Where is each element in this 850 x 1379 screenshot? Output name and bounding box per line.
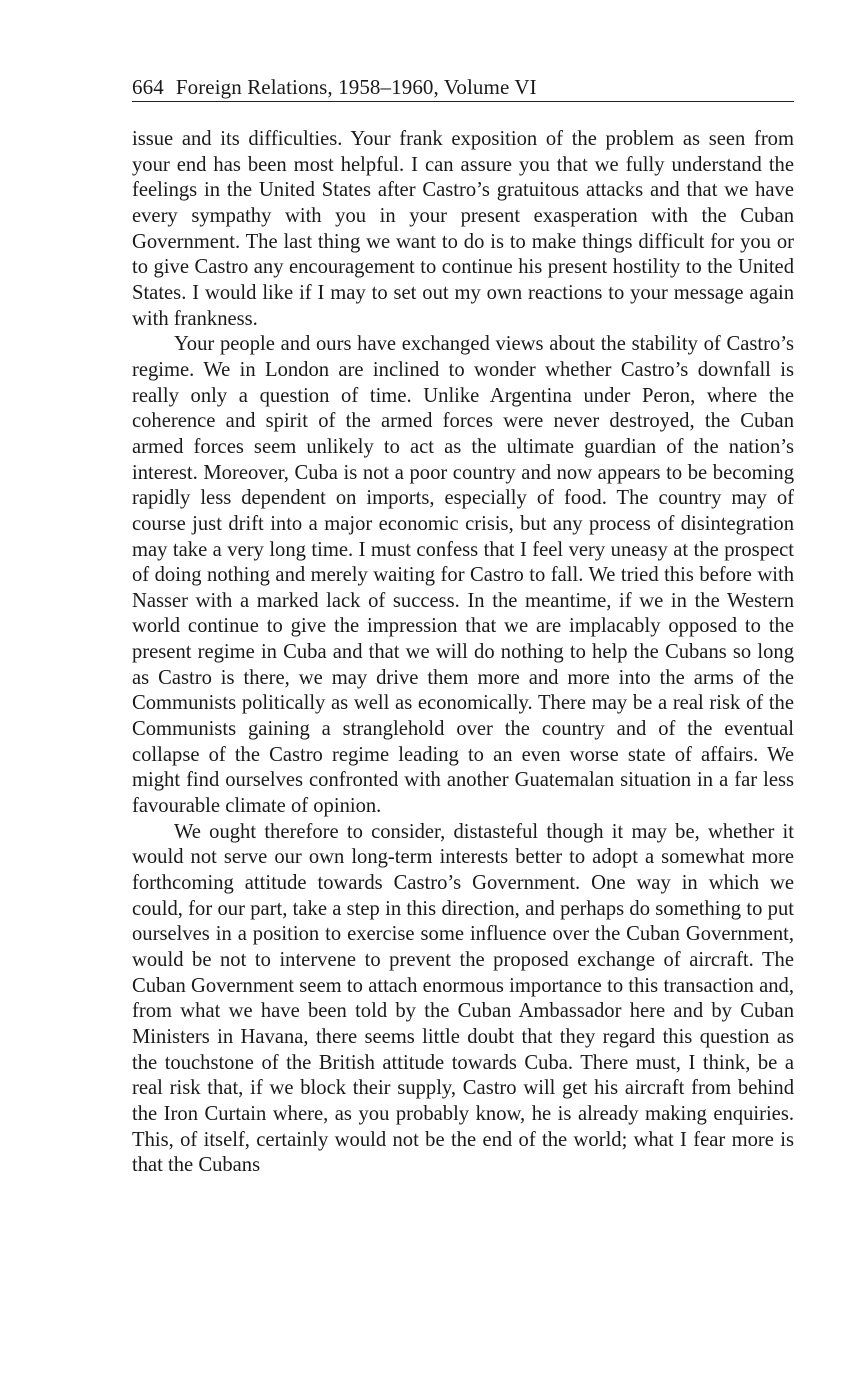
- running-header: [132, 74, 794, 102]
- publication-title: Foreign Relations, 1958–1960, Volume VI: [175, 75, 537, 99]
- paragraph-continued: issue and its difficulties. Your frank exposition of the problem as seen from your end has been most helpful. I can assure you that we fully understand the feelings in the United States after Castro’s gratuitous attacks and that we have every sympathy with you in your present exasperation with the Cuban Government. The last thing we want to do is to make things difficult for you or to give Castro any encouragement to continue his present hostility to the United States. I would like if I may to set out my own reactions to your message again with frankness.: [132, 128, 794, 330]
- letter-body: [132, 127, 794, 1179]
- paragraph-forthcoming-attitude: We ought therefore to consider, distasteful though it may be, whether it would not serve our own long-term interests better to adopt a somewhat more forthcoming attitude towards Castro’s Government. One way in which we could, for our part, take a step in this direction, and perhaps do something to put ourselves in a position to exercise some influence over the Cuban Government, would be not to intervene to prevent the proposed exchange of aircraft. The Cuban Government seem to attach enormous importance to this transaction and, from what we have been told by the Cuban Ambassador here and by Cuban Ministers in Havana, there seems little doubt that they regard this question as the touchstone of the British attitude towards Cuba. There must, I think, be a real risk that, if we block their supply, Castro will get his aircraft from behind the Iron Curtain where, as you probably know, he is already making enquiries. This, of itself, certainly would not be the end of the world; what I fear more is that the Cubans: [132, 820, 794, 1177]
- document-page: [132, 74, 794, 1179]
- page-number: 664: [132, 75, 164, 99]
- paragraph-castro-regime-stability: Your people and ours have exchanged views about the stability of Castro’s regime. We in London are inclined to wonder whether Castro’s downfall is really only a question of time. Unlike Argentina under Peron, where the coherence and spirit of the armed forces were never destroyed, the Cuban armed forces seem unlikely to act as the ultimate guardian of the nation’s interest. Moreover, Cuba is not a poor country and now appears to be becoming rapidly less dependent on imports, especially of food. The country may of course just drift into a major economic crisis, but any process of disintegration may take a very long time. I must confess that I feel very uneasy at the prospect of doing nothing and merely waiting for Castro to fall. We tried this before with Nasser with a marked lack of success. In the meantime, if we in the Western world continue to give the impression that we are implacably opposed to the present regime in Cuba and that we will do nothing to help the Cubans so long as Castro is there, we may drive them more and more into the arms of the Communists politically as well as economically. There may be a real risk of the Communists gaining a stranglehold over the country and of the eventual collapse of the Castro regime leading to an even worse state of affairs. We might find ourselves confronted with another Guatemalan situation in a far less favourable climate of opinion.: [132, 333, 794, 818]
